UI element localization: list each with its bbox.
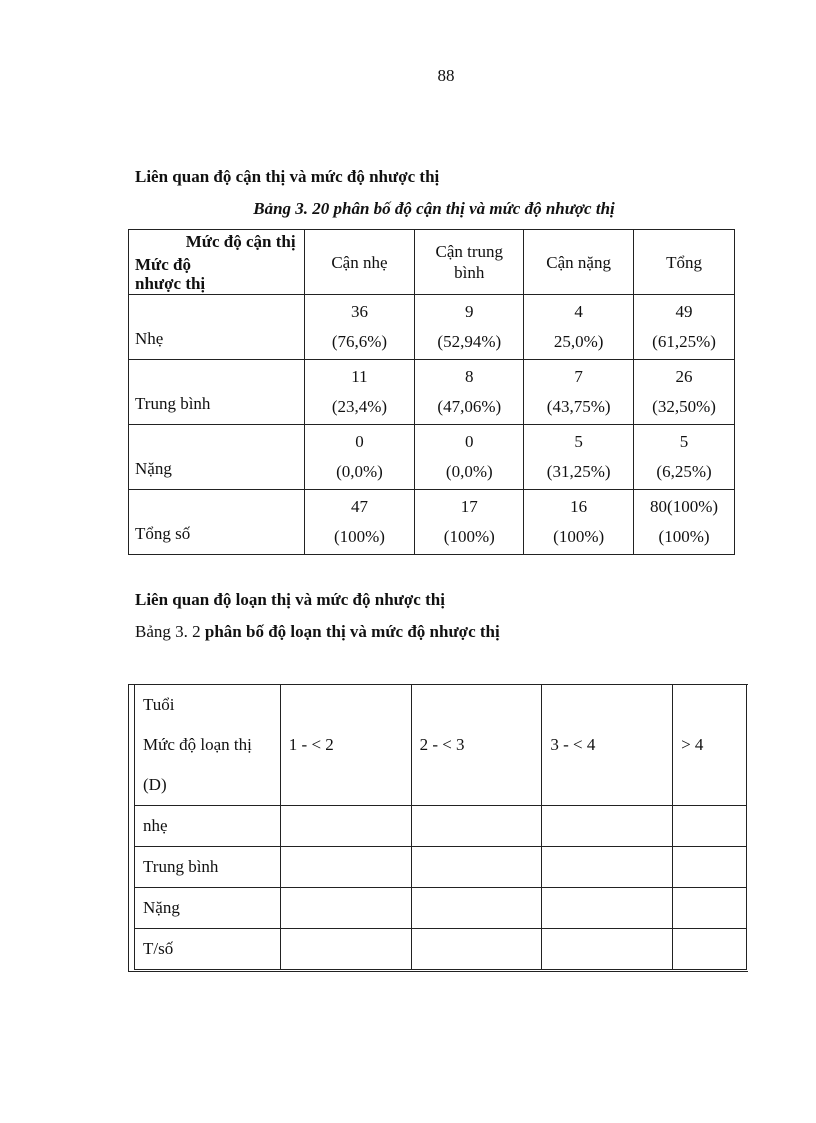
table-cell bbox=[542, 929, 673, 970]
column-header: 3 - < 4 bbox=[542, 685, 673, 806]
row-label: Nhẹ bbox=[129, 295, 305, 360]
row-label: Nặng bbox=[135, 888, 281, 929]
table-cell bbox=[411, 847, 542, 888]
table-corner-cell bbox=[129, 230, 305, 295]
myopia-amblyopia-table bbox=[128, 229, 735, 555]
table-cell bbox=[280, 806, 411, 847]
table-row bbox=[135, 847, 747, 888]
table-cell bbox=[411, 929, 542, 970]
column-header: 1 - < 2 bbox=[280, 685, 411, 806]
table-cell: 8 (47,06%) bbox=[415, 360, 524, 425]
table-cell bbox=[411, 806, 542, 847]
table-cell: 36 (76,6%) bbox=[304, 295, 415, 360]
table-caption-myopia: Bảng 3. 20 phân bố độ cận thị và mức độ nhược thị bbox=[253, 199, 615, 218]
corner-top-label: Mức độ cận thị bbox=[185, 232, 296, 251]
table-cell: 17 (100%) bbox=[415, 490, 524, 555]
column-header: > 4 bbox=[673, 685, 747, 806]
table-cell: 0 (0,0%) bbox=[415, 425, 524, 490]
table-cell bbox=[411, 888, 542, 929]
column-header: Cận nhẹ bbox=[304, 230, 415, 295]
table-corner-cell: Tuổi Mức độ loạn thị (D) bbox=[135, 685, 281, 806]
table-cell bbox=[542, 847, 673, 888]
column-header: Cận nặng bbox=[524, 230, 634, 295]
table-cell: 0 (0,0%) bbox=[304, 425, 415, 490]
astigmatism-amblyopia-table bbox=[134, 684, 747, 970]
table-cell bbox=[673, 888, 747, 929]
corner-bottom-label: Mức độ nhược thị bbox=[135, 255, 206, 293]
table-cell: 26 (32,50%) bbox=[634, 360, 735, 425]
table-cell bbox=[280, 847, 411, 888]
row-label: T/số bbox=[135, 929, 281, 970]
table-cell: 11 (23,4%) bbox=[304, 360, 415, 425]
table-cell bbox=[673, 806, 747, 847]
table-cell: 47 (100%) bbox=[304, 490, 415, 555]
section-heading-myopia: Liên quan độ cận thị và mức độ nhược thị bbox=[135, 167, 440, 186]
table-cell: 5 (6,25%) bbox=[634, 425, 735, 490]
table-cell bbox=[280, 929, 411, 970]
table-cell: 5 (31,25%) bbox=[524, 425, 634, 490]
table-row bbox=[129, 295, 735, 360]
table-cell: 4 25,0%) bbox=[524, 295, 634, 360]
table-cell bbox=[280, 888, 411, 929]
table-cell bbox=[673, 847, 747, 888]
page-number: 88 bbox=[437, 66, 455, 85]
table-cell bbox=[673, 929, 747, 970]
row-label: Nặng bbox=[129, 425, 305, 490]
table-row bbox=[129, 490, 735, 555]
table-row bbox=[129, 425, 735, 490]
section-heading-astigmatism: Liên quan độ loạn thị và mức độ nhược thị bbox=[135, 590, 445, 609]
table-cell: 16 (100%) bbox=[524, 490, 634, 555]
column-header: Tổng bbox=[634, 230, 735, 295]
row-label: nhẹ bbox=[135, 806, 281, 847]
table-row bbox=[135, 929, 747, 970]
table-row bbox=[129, 360, 735, 425]
table-cell: 7 (43,75%) bbox=[524, 360, 634, 425]
table-row bbox=[135, 806, 747, 847]
row-label: Tổng số bbox=[129, 490, 305, 555]
table-row bbox=[135, 888, 747, 929]
table-cell: 80(100%) (100%) bbox=[634, 490, 735, 555]
table-caption-astigmatism: Bảng 3. 2 phân bố độ loạn thị và mức độ nhược thị bbox=[135, 622, 500, 641]
table-cell bbox=[542, 888, 673, 929]
row-label: Trung bình bbox=[129, 360, 305, 425]
table-cell bbox=[542, 806, 673, 847]
row-label: Trung bình bbox=[135, 847, 281, 888]
table-cell: 49 (61,25%) bbox=[634, 295, 735, 360]
column-header: 2 - < 3 bbox=[411, 685, 542, 806]
column-header: Cận trung bình bbox=[415, 230, 524, 295]
table-cell: 9 (52,94%) bbox=[415, 295, 524, 360]
